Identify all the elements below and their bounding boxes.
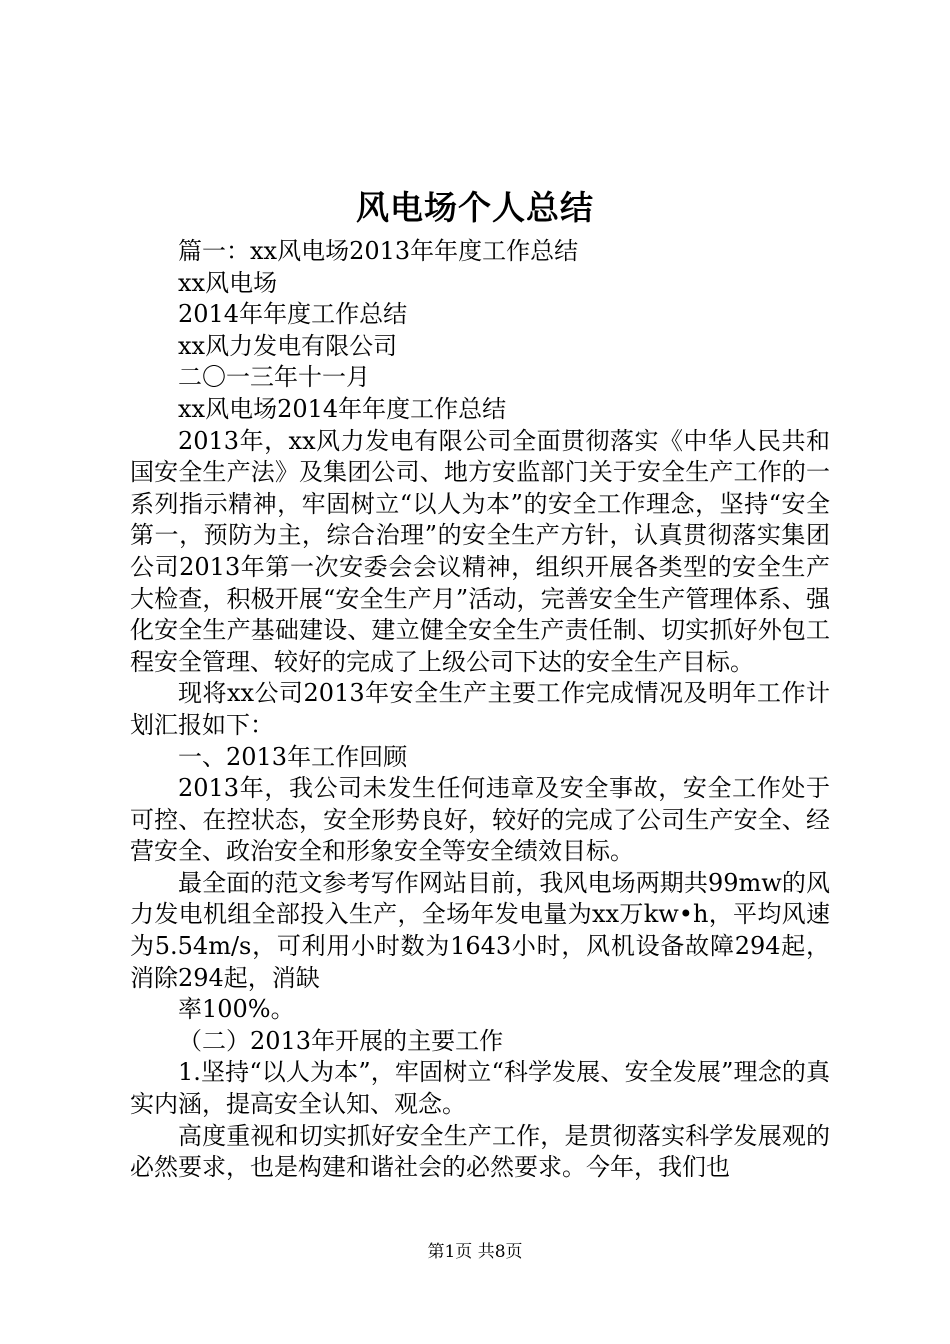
paragraph-production-stats: 最全面的范文参考写作网站目前，我风电场两期共99mw的风力发电机组全部投入生产，全场年发电量为xx万kw•h，平均风速为5.54m/s，可利用小时数为1643小时，风机设备故障294起，消除294起，消缺 xyxy=(130,868,830,992)
page-footer: 第1页 共8页 xyxy=(427,1242,523,1262)
paragraph-section-heading: 篇一：xx风电场2013年年度工作总结 xyxy=(178,237,579,265)
document-title: 风电场个人总结 xyxy=(356,188,594,227)
paragraph-safety-status: 2013年，我公司未发生任何违章及安全事故，安全工作处于可控、在控状态，安全形势良好，较好的完成了公司生产安全、经营安全、政治安全和形象安全等安全绩效目标。 xyxy=(130,774,830,866)
document-body xyxy=(130,236,830,1184)
paragraph-report-note: 现将xx公司2013年安全生产主要工作完成情况及明年工作计划汇报如下： xyxy=(130,679,830,739)
paragraph-cover-company: xx风力发电有限公司 xyxy=(178,331,398,360)
paragraph-cover-date: 二〇一三年十一月 xyxy=(178,363,370,392)
paragraph-safety-importance: 高度重视和切实抓好安全生产工作，是贯彻落实科学发展观的必然要求，也是构建和谐社会的必然要求。今年，我们也 xyxy=(130,1121,830,1182)
paragraph-heading-main-work: （二）2013年开展的主要工作 xyxy=(178,1026,504,1055)
paragraph-defect-rate: 率100%。 xyxy=(178,995,295,1024)
paragraph-cover-org: xx风电场 xyxy=(178,268,278,297)
paragraph-item-1: 1.坚持“以人为本”，牢固树立“科学发展、安全发展”理念的真实内涵，提高安全认知、观念。 xyxy=(130,1058,830,1119)
paragraph-intro: 2013年，xx风力发电有限公司全面贯彻落实《中华人民共和国安全生产法》及集团公司、地方安监部门关于安全生产工作的一系列指示精神，牢固树立“以人为本”的安全工作理念，坚持“安全第一，预防为主，综合治理”的安全生产方针，认真贯彻落实集团公司2013年第一次安委会会议精神，组织开展各类型的安全生产大检查，积极开展“安全生产月”活动，完善安全生产管理体系、强化安全生产基础建设、建立健全安全生产责任制、切实抓好外包工程安全管理、较好的完成了上级公司下达的安全生产目标。 xyxy=(130,426,830,676)
paragraph-cover-title: 2014年年度工作总结 xyxy=(178,300,408,329)
paragraph-heading-review: 一、2013年工作回顾 xyxy=(178,742,408,771)
paragraph-report-title: xx风电场2014年年度工作总结 xyxy=(178,394,507,423)
